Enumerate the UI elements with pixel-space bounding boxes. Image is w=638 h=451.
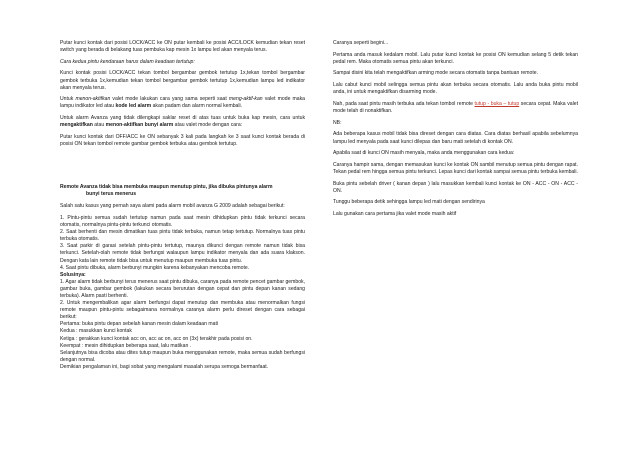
text-run: valet mode lakukan cara yang sama seperti saat <box>110 96 229 103</box>
text-run: atau <box>92 122 106 129</box>
list-item: Keempat : mesin dihidupkan beberapa saat, lalu matikan . <box>60 342 192 349</box>
text-run: secara cepat. Maka valet mode telah di nonaktifkan. <box>333 100 578 115</box>
paragraph: Lalu gunakan cara pertama jika valet mode masih aktif <box>333 211 457 218</box>
paragraph: Apabila saat di kunci ON masih menyala, maka anda menggunakan cara kedua: <box>333 150 515 157</box>
paragraph: Putar kunci kontak dari posisi LOCK/ACC ke ON putar kembali ke posisi ACC/LOCK kemudian tekan reset switch yang berada di belakang tuas pembuka kap mesin 1x lampu led akan menyala terus. <box>60 40 305 54</box>
text-run: Nah, pada saat pintu masih terbuka ada tekan tombol remote <box>333 100 475 107</box>
text-run: atau valet mode dengan cara: <box>173 122 243 129</box>
list-item: Selanjutnya bisa dicoba atau dites tutup maupun buka menggunakan remote, maka semua sudah berfungsi dengan normal. <box>60 349 305 363</box>
text-run: menon-aktifkan <box>75 96 111 103</box>
text-run: menon-aktifkan bunyi alarm <box>105 122 174 129</box>
list-item: 1. Pintu-pintu semua sudah tertutup namun pada saat mesin dihidupkan pintu tidak terkunci secara otomatis, normalnya pintu-pintu terkunci otomatis. <box>60 214 305 229</box>
paragraph: Caranya seperti begini... <box>333 40 389 46</box>
list-item: 3. Saat parkir di garasi setelah pintu-pintu tertutup, maunya dikunci dengan remote namun tidak bisa terkunci. Setelah-olah remote tidak berfungsi walaupun lampu indikator menyala dan ada suara klakson. Dengan kata lain remote tidak bisa untuk menutup maupun membuka tuas pintu. <box>60 243 305 264</box>
text-run: akan padam dan alarm normal kembali. <box>151 103 243 110</box>
highlighted-text: tutup - buka – tutup <box>474 100 520 107</box>
list-item: Pertama: buka pintu depan sebelah kanan mesin dalam keadaan mati <box>60 321 219 328</box>
paragraph: Pertama anda masuk kedalam mobil. Lalu putar kunci kontak ke posisi ON kemudian selang 5 detik tekan pedal rem. Maka otomatis semua pintu akan terkunci. <box>333 51 578 65</box>
paragraph: Caranya hampir sama, dengan memasukan kunci ke kontak ON sambil menutup semua pintu dengan rapat. Tekan pedal rem hingga semua pintu terkunci. Lepas kunci dari kontak sampai semua pintu terbuka kembali. <box>333 161 578 175</box>
text-run: Untuk <box>60 96 76 103</box>
paragraph <box>60 96 305 110</box>
paragraph: NB: <box>333 119 342 126</box>
solution-label: Solusinya: <box>60 271 86 278</box>
paragraph: Buka pintu sebelah driver ( kanan depan ) lalu masukkan kembali kunci kontak ke ON - ACC - ON - ACC - ON. <box>333 180 578 194</box>
paragraph: Kunci kontak posisi LOCK/ACC tekan tombol bergambar gembok tertutup 1x,tekan tombol bergambar gembok terbuka 1x,kemudian tekan tombol bergambar gembok tertutup 1x,kemudian lampu led indikator akan menyala terus. <box>60 70 305 91</box>
section-heading <box>60 184 305 198</box>
paragraph: Salah satu kasus yang pernah saya alami pada alarm mobil avanza G 2009 adalah sebagai berikut: <box>60 203 285 210</box>
left-column <box>60 40 305 371</box>
paragraph: Sampai disini kita telah mengaktifkan arming mode secara otomatis tanpa bantuan remote. <box>333 70 538 77</box>
text-run: kode led alarm <box>115 103 152 110</box>
list-item: Ketiga : gerakkan kunci kontak acc on, acc ac on, acc on (3x) terakhir pada posisi on. <box>60 335 253 342</box>
heading-line: Remote Avanza tidak bisa membuka maupun menutup pintu, jika dibuka pintunya alarm <box>60 184 273 191</box>
text-run: meng-aktif-kan <box>228 96 263 103</box>
list-item: 1. Agar alarm tidak berbunyi terus menerus saat pintu dibuka, caranya pada remote pencet gambar gembok, gambar buka, gambar gembok (lakukan secara berurutan dengan cepat dan pintu depan kanan sedang terbuka). Alarm pasti berhenti. <box>60 278 305 299</box>
list-item: Kedua : masukkan kunci kontak <box>60 328 132 335</box>
list-item: 2. Saat berhenti dan mesin dimatikan tuas pintu tidak terbuka, namun tetap tertutup. Normalnya tuas pintu terbuka otomatis. <box>60 229 305 243</box>
paragraph <box>333 101 578 115</box>
text-run: valet mode maka lampu indikator led atau <box>60 96 305 110</box>
heading-line: bunyi terus menerus <box>86 191 137 198</box>
paragraph: Cara kedua pintu kendaraan harus dalam keadaan tertutup: <box>60 58 195 65</box>
paragraph <box>60 115 305 129</box>
right-column <box>333 40 578 223</box>
text-run: mengaktifkan <box>60 122 93 129</box>
text-run: Untuk alarm Avanza yang tidak dilengkapi saklar reset di atas tuas untuk buka kap mesin, cara untuk <box>60 115 305 122</box>
paragraph: Ada beberapa kasus mobil tidak bisa direset dengan cara diatas. Cara diatas berhasil apabila sebelumnya lampu led menyala pada saat kunci dilepas dan baru mati setelah di kontak ON. <box>333 131 578 145</box>
paragraph: Putar kunci kontak dari OFF/ACC ke ON sebanyak 3 kali pada langkah ke 3 saat kunci kontak berada di posisi ON tekan tombol remote gambar gembok terbuka atau gembok tertutup. <box>60 133 305 147</box>
paragraph: Lalu cabut kunci mobil selingga semua pintu akan terbuka secara otomatis. Lalu anda buka pintu mobil anda, ini untuk mengaktifkan disarming mode. <box>333 82 578 96</box>
list-item: Demikian pengalaman ini, bagi sobat yang mengalami masalah serupa semoga bermanfaat. <box>60 363 269 370</box>
paragraph: Tunggu beberapa detik sehingga lampu led mati dengan sendirinya <box>333 199 485 206</box>
case-list <box>60 215 305 371</box>
list-item: 4. Saat pintu dibuka, alarm berbunyi mungkin karena kebanyakan mencoba remote. <box>60 264 250 271</box>
list-item: 2. Untuk mengembalikan agar alarm berfungsi dapat menutup dan membuka atau menormalkan fungsi remote maupun pintu-pintu sebagaimana normalnya caranya alarm perlu direset dengan cara sebagai berikut: <box>60 300 305 321</box>
